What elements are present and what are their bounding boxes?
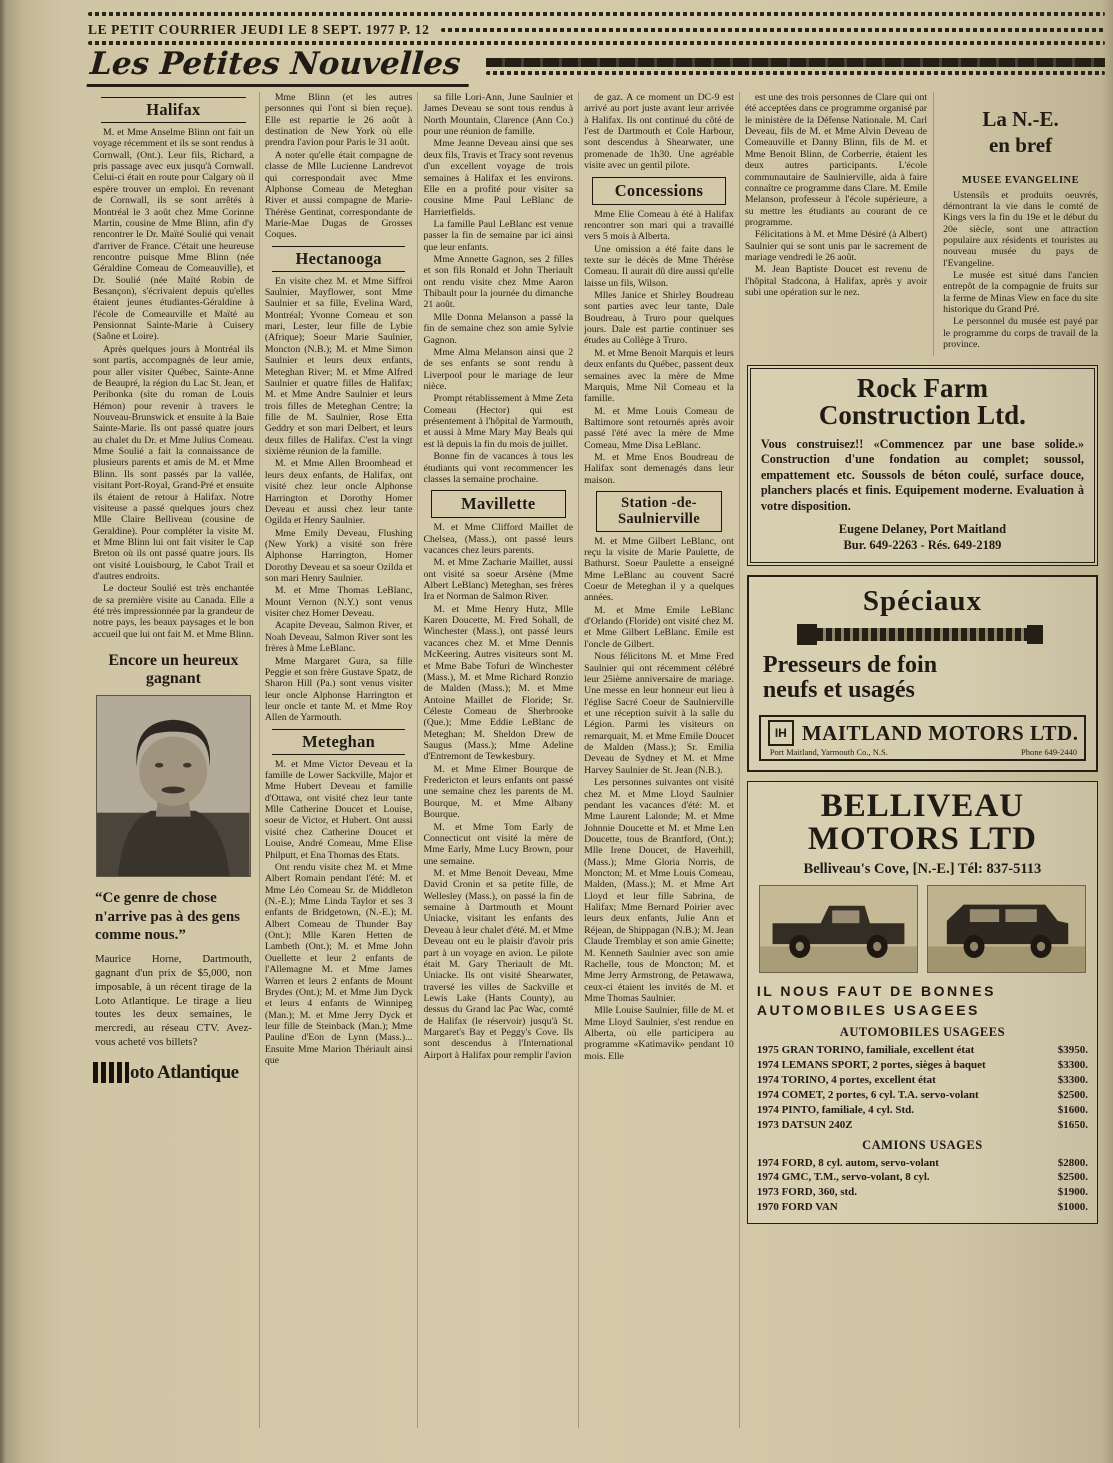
paragraph: Mme Margaret Gura, sa fille Peggie et son frère Gustave Spatz, de Sharon Hill (Pa.) sont venus visiter leur oncle Alphonse Harrington et leur oncle et tante M. et Mme Roy Allen de Yarmouth. xyxy=(264,655,413,724)
paragraph: Ont rendu visite chez M. et Mme Albert Romain pendant l'été: M. et Mme Léo Comeau Sr. de Middleton (N.-E.); Mme Linda Taylor et ses 3 enfants de Bridgetown, (N.-E.); M. Albert Comeau de Thunder Bay (Ont.); Mlle Karen Hetten de Lambeth (Ont.); M. et Mme John Ouellette et leur 2 enfants de l'Allemagne M. et Mme James Warren et leurs 2 enfants de Mount Brydes (Ont.); M. et Mme Jim Dyck et leurs 4 enfants de Winnipeg (Man.); M. et Mme Jerry Dyck et leur fille de Steinback (Man.); Mme Pauline d'Eon de Lynn (Mass.)... Ensuite Mme Marion Thériault ainsi que xyxy=(264,861,413,1067)
concessions-heading: Concessions xyxy=(592,177,727,205)
paragraph: Nous félicitons M. et Mme Fred Saulnier qui ont récemment célébré leur 25ième anniversaire de mariage. Une messe en leur honneur eut lieu à l'église Sacré Coeur de Saulnierville et une réception suivit à la salle du Légion. Parmi les visiteurs on remarquait, M. et Mme Emile Doucet de Malden (Mass.); Sr. Emilia Deveau de Sydney et M. et Mme Harvey Saulnier de St. Jean (N.B.). xyxy=(584,651,734,776)
vehicle-row xyxy=(757,1171,1088,1184)
pickup-truck-illustration xyxy=(760,886,917,972)
belliveau-slogan: IL NOUS FAUT DE BONNES AUTOMOBILES USAGEES xyxy=(756,983,996,1018)
paragraph: de gaz. A ce moment un DC-9 est arrivé au port juste avant leur arrivée à Halifax. Ils ont continué du côté de l'est de Dartmouth et Cole Harbour, sont descendus à Shearwater, une promenade de 1h30. Une agréable visite avec un gentil pilote. xyxy=(584,92,734,172)
speciaux-ad xyxy=(747,575,1098,773)
loto-bars-icon xyxy=(93,1062,129,1083)
mavillette-text xyxy=(423,522,573,1061)
loto-logo-text: oto Atlantique xyxy=(130,1061,239,1083)
paragraph: Bonne fin de vacances à tous les étudiants qui vont recommencer les classes la semaine prochaine. xyxy=(423,451,574,485)
top-border-decoration xyxy=(88,12,1105,16)
la-ne-text xyxy=(943,190,1098,351)
rock-farm-title-line2: Construction Ltd. xyxy=(818,400,1026,431)
paragraph: M. et Mme Thomas LeBlanc, Mount Vernon (N.Y.) sont venus visiter chez Homer Deveau. xyxy=(264,585,413,620)
vehicle-price: $3300. xyxy=(1057,1073,1088,1086)
dark-band-decoration xyxy=(486,58,1105,67)
maitland-logo-icon: IH xyxy=(768,720,794,746)
vehicle-price: $3300. xyxy=(1057,1058,1088,1071)
station-saulnierville-text xyxy=(584,536,734,1063)
maitland-motors-row xyxy=(768,720,1077,746)
paragraph: Mme Jeanne Deveau ainsi que ses deux fils, Travis et Tracy sont revenus d'un excellent voyage de trois semaines à Halifax et les environs. Elle en a profité pour visiter sa cousine Mme Paul LeBlanc de Harrietfields. xyxy=(423,138,574,218)
la-ne-title xyxy=(943,106,1098,159)
paragraph: Mme Annette Gagnon, ses 2 filles et son fils Ronald et John Theriault ont rendu visite chez Mme Aaron Thibault pour la journée du dimanche 21 août. xyxy=(423,254,574,311)
belliveau-title xyxy=(757,790,1088,856)
pickup-truck-photo xyxy=(759,885,918,973)
paragraph: Mlle Louise Saulnier, fille de M. et Mme Lloyd Saulnier, s'est rendue en Alberta, où elle participera au programme «Katimavik» pendant 10 mois. Elle xyxy=(584,1005,734,1062)
masthead-rule-decoration xyxy=(441,28,1105,32)
halifax-text xyxy=(93,127,254,640)
paragraph: Mme Elie Comeau à été à Halifax rencontrer son mari qui a travaillé vers 5 mois à Alberta. xyxy=(584,208,734,243)
vehicle-description: 1974 GMC, T.M., servo-volant, 8 cyl. xyxy=(756,1171,930,1184)
paragraph: M. Jean Baptiste Doucet est revenu de l'hôpital Stadcona, à Halifax, après y avoir subi une opération sur le nez. xyxy=(744,264,928,299)
section-header xyxy=(88,46,1105,87)
paragraph: Après quelques jours à Montréal ils sont partis, accompagnés de leur amie, pour aller visiter Québec, Sainte-Anne de Beaupré, la région du Lac St. Jean, et Peribonka (site du roman de Louis Hémon) pour revenir à travers le Nouveau-Brunswick et ensuite à la Baie Sainte-Marie. Ils ont passé quatre jours au chalet du Dr. et Mme Julius Comeau. Mme Soulié a fait la connaissance de plusieurs parents et amis de M. et Mme Blinn. Ils sont passés par la vallée, visitant Port-Royal, Grand-Pré et ensuite ils étaient de retour à Halifax. Notre visiteuse a passé quelques jours chez Mlle Claire Belliveau (cousine de Geraldine). Pour compléter la visite M. et Mme Blinn lui ont fait visiter le Cap Breton où ils ont passé quatre jours. Ils ont visité Louisbourg, le Cabot Trail et d'autres endroits. xyxy=(93,343,254,583)
columns-container xyxy=(88,92,1105,1428)
used-trucks-list xyxy=(757,1157,1088,1215)
mavillette-continuation-text xyxy=(584,92,734,172)
paragraph: Félicitations à M. et Mme Désiré (à Albert) Saulnier qui se sont unis par le sacrement de mariage vendredi le 26 août. xyxy=(744,229,928,264)
rock-farm-title-line1: Rock Farm xyxy=(856,372,989,403)
concessions-text xyxy=(584,209,734,487)
newspaper-page xyxy=(88,12,1105,1457)
vehicle-row xyxy=(757,1044,1088,1057)
paragraph: M. et Mme Emile LeBlanc d'Orlando (Floride) ont visité chez M. et Mme Gilbert LeBlanc. Emile est l'oncle de Gilbert. xyxy=(584,604,734,650)
winner-photo xyxy=(96,695,250,877)
paragraph: Mme Blinn (et les autres personnes qui l'ont si bien reçue). Elle est repartie le 26 août à destination de New York où elle prendra l'avion pour Paris le 31 août. xyxy=(264,92,413,149)
paragraph: M. et Mme Enos Boudreau de Halifax sont demenagés dans leur maison. xyxy=(584,452,734,486)
rock-farm-body: Vous construisez!! «Commencez par une base solide.» Construction d'une fondation au complet; soussol, empattement etc. Soussols de béton coulé, surface douce, planchers placés et finis. Equipement moderne. Evaluation à votre disposition. xyxy=(760,436,1084,513)
paragraph: M. et Mme Louis Comeau de Baltimore sont retournés après avoir passé l'été avec la mère de Mme Comeau, Mme Disa LeBlanc. xyxy=(584,405,734,451)
used-cars-list xyxy=(757,1044,1088,1132)
autos-usagees-header: AUTOMOBILES USAGEES xyxy=(839,1024,1006,1039)
vehicle-price: $1000. xyxy=(1057,1201,1088,1214)
vehicle-description: 1970 FORD VAN xyxy=(756,1201,838,1214)
mavillette-heading: Mavillette xyxy=(431,490,566,518)
rock-farm-contact xyxy=(761,521,1084,554)
vehicle-price: $1650. xyxy=(1057,1118,1088,1131)
winner-story: Maurice Horne, Dartmouth, gagnant d'un prix de $5,000, non imposable, à un récent tirage de la Loto Atlantique. Le tirage a lieu toutes les deux semaines, le mercredi, au réseau CTV. Avez-vous acheté vos billets? xyxy=(95,953,252,1049)
maitland-motors-box xyxy=(759,715,1086,761)
vehicle-description: 1975 GRAN TORINO, familiale, excellent état xyxy=(756,1043,975,1056)
loto-atlantique-logo xyxy=(93,1062,254,1084)
vehicle-price: $1900. xyxy=(1057,1186,1088,1199)
vehicle-row xyxy=(757,1074,1088,1087)
belliveau-title-line1: BELLIVEAU xyxy=(820,788,1025,825)
masthead-row xyxy=(88,22,1105,38)
vehicle-description: 1974 LEMANS SPORT, 2 portes, sièges à baquet xyxy=(756,1058,986,1071)
paragraph: Mme Emily Deveau, Flushing (New York) a visité son frère Alphonse Harrington, Homer Dorothy Deveau et sa soeur Ozilda et son mari Henry Saulnier. xyxy=(264,527,413,585)
speciaux-line1: Presseurs de foin xyxy=(762,651,938,678)
la-ne-title-line1: La N.-E. xyxy=(982,107,1059,131)
portrait-illustration xyxy=(97,696,249,876)
paragraph: M. et Mme Clifford Maillet de Chelsea, (Mass.), ont passé leurs vacances chez leurs parents. xyxy=(423,522,574,556)
rock-farm-contact-phones: Bur. 649-2263 - Rés. 649-2189 xyxy=(843,538,1002,553)
rock-farm-ad xyxy=(747,365,1098,566)
belliveau-photos xyxy=(757,885,1088,973)
vehicle-description: 1973 FORD, 360, std. xyxy=(756,1186,858,1199)
right-region xyxy=(739,92,1105,1428)
paragraph: En visite chez M. et Mme Siffroi Saulnier, Mayflower, sont Mme Saulnier et sa fille, Evelina Ward, Montréal; Yvonne Comeau et son mari, Lester, leur fille de Lybie (Afrique); Soeur Marie Saulnier, Moncton (N.B.); M. et Mme Simon Saulnier et leurs deux enfants, Meteghan River; M. et Mme Alfred Saulnier et quatre filles de Halifax; M. et Mme Andre Saulnier et leurs trois filles de Meteghan Centre; la fille de M. Saulnier, Rose Etta Geddry et son mari Delbert, et leurs deux filles de Halifax. C'est la vingt sixième réunion de la famille. xyxy=(264,275,413,458)
winner-quote: “Ce genre de chose n'arrive pas à des gens comme nous.” xyxy=(95,889,241,944)
maitland-phone: Phone 649-2440 xyxy=(1021,747,1077,758)
rock-farm-title xyxy=(761,372,1084,431)
paragraph: M. et Mme Benoit Marquis et leurs deux enfants du Québec, passent deux semaines avec la mère de Mme Marquis, Mme Nil Comeau et la famille. xyxy=(584,347,734,405)
camions-usages-header: CAMIONS USAGES xyxy=(862,1137,983,1152)
paragraph: Le musée est situé dans l'ancien entrepôt de la compagnie de fruits sur la ferme de Minas View en face du site historique du Grand Pré. xyxy=(943,270,1098,316)
vehicle-description: 1974 COMET, 2 portes, 6 cyl. T.A. servo-volant xyxy=(756,1088,979,1101)
paragraph: Le docteur Soulié est très enchantée de sa première visite au Canada. Elle a été très impressionnée par la grandeur de notre pays, les beaux paysages et le bon accueil que lui ont fait M. et Mme Blinn. xyxy=(93,583,254,640)
paragraph: sa fille Lori-Ann, June Saulnier et James Deveau se sont tous rendus à North Mountain, Clarence (Ann Co.) pour une réunion de famille. xyxy=(423,92,574,138)
belliveau-motors-ad xyxy=(747,781,1098,1224)
musee-evangeline-subhead: MUSEE EVANGELINE xyxy=(961,174,1080,186)
headline-decoration xyxy=(486,58,1105,87)
paragraph: Mlle Donna Melanson a passé la fin de semaine chez son amie Sylvie Gagnon. xyxy=(423,311,574,346)
paragraph: A noter qu'elle était compagne de classe de Mlle Lucienne Landrevot qui correspondait avec Mme Alphonse Comeau de Meteghan River et aussi compagne de Marie-Thérèse Gentinat, correspondante de Marie-Mae Dugas de Grosses Coques. xyxy=(264,149,413,241)
under-masthead-decoration xyxy=(88,41,1105,45)
paragraph: M. et Mme Elmer Bourque de Fredericton et leurs enfants ont passé une semaine chez les parents de M. Bourque, M. et Mme Albany Bourque. xyxy=(423,763,574,821)
paragraph: Une omission a été faite dans le texte sur le décès de Mme Thérèse Comeau. Il aurait dû dire aussi qu'elle laisse un fils, Wilson. xyxy=(584,243,734,289)
la-ne-en-bref-column xyxy=(933,92,1100,356)
paragraph: M. et Mme Allen Broomhead et leurs deux enfants, de Halifax, ont visité chez leur oncle Alphonse Harrington et Dorothy Homer Deveau et aussi chez leur tante Ogilda et Henry Saulnier. xyxy=(264,458,413,527)
paragraph: M. et Mme Victor Deveau et la famille de Lower Sackville, Major et Mme Hubert Deveau et famille d'Ottawa, ont visité chez leur tante Mlle Catherine Doucet et Louise, soeur de Victor, et Hubert. Ont aussi visité chez Catherine Doucet et Louise, André Comeau, Mme Elise Philputt, et Ena Thomas des Etats. xyxy=(264,758,413,861)
la-ne-title-line2: en bref xyxy=(988,133,1053,158)
maitland-address: Port Maitland, Yarmouth Co., N.S. xyxy=(769,747,888,758)
vehicle-price: $2800. xyxy=(1057,1156,1088,1169)
maitland-motors-details xyxy=(768,747,1077,757)
vehicle-description: 1974 TORINO, 4 portes, excellent état xyxy=(756,1073,936,1086)
page-title: Les Petites Nouvelles xyxy=(87,46,472,87)
vehicle-row xyxy=(757,1089,1088,1102)
vehicle-description: 1973 DATSUN 240Z xyxy=(756,1118,853,1131)
paragraph: Ustensils et produits oeuvrés, démontrant la vie dans le comté de Kings vers la fin du 19e et le début du 20e siècle, sont une attraction populaire aux résidents et touristes au nouveau musée du pays de l'Evangeline. xyxy=(943,189,1098,269)
paragraph: M. et Mme Henry Hutz, Mlle Karen Doucette, M. Fred Sohall, de Winchester (Mass.), ont passé leurs vacances chez M. et Mme Dennis McKeering. Autres visiteurs sont M. et Mme Babe Tofuri de Winchester (Mass.), M. et Mme Richard Ronzio de Malden (Mass.); M. et Mme Antoine Maillet de Floride; Sr. Céleste Comeau de Sherbrooke (Que.); Mme Eddie LeBlanc de Meteghan; M. Sheldon Drew de Saugus (Mass.); Mme Adeline d'Entremont de Tewkesbury. xyxy=(423,603,574,763)
vehicle-price: $3950. xyxy=(1057,1043,1088,1056)
belliveau-title-line2: MOTORS LTD xyxy=(807,821,1037,858)
paragraph: M. et Mme Gilbert LeBlanc, ont reçu la visite de Marie Paulette, de Bathurst. Soeur Paulette a enseigné Mme LeBlanc au couvent Sacré Coeur de Meteghan il y a quelques années. xyxy=(584,535,734,604)
vehicle-row xyxy=(757,1201,1088,1214)
paragraph: Prompt rétablissement à Mme Zeta Comeau (Hector) qui est présentement à l'hôpital de Yarmouth, et aussi à Mme Mary May Beals qui est là depuis la fin du mois de juillet. xyxy=(423,393,574,450)
vehicle-row xyxy=(757,1186,1088,1199)
paragraph: M. et Mme Zacharie Maillet, aussi ont visité sa soeur Arsène (Mme Albert LeBlanc) Meteghan, ses frères Ira et Norman de Salmon River. xyxy=(423,557,574,603)
suv-truck-photo xyxy=(927,885,1086,973)
speciaux-title: Spéciaux xyxy=(862,584,982,617)
belliveau-address: Belliveau's Cove, [N.-E.] Tél: 837-5113 xyxy=(803,861,1042,878)
hectanooga-heading: Hectanooga xyxy=(272,246,405,272)
paragraph: est une des trois personnes de Clare qui ont été acceptées dans ce programme organisé par le ministère de la Défense Nationale. M. Carl Deveau, fils de M. et Mme Alvin Deveau de Comeauville et Danny Blinn, fils de M. et Mme Benoit Blinn, de Corberrie, étaient les deux autres participants. L'école communautaire de Saulnierville, aida à faire connaître ce programme dans Clare. M. Emile Melanson, professeur à l'école supérieure, a su mettre les étudiants au courant de ce programme. xyxy=(744,92,928,228)
hectanooga-text xyxy=(265,276,413,724)
maitland-motors-name: MAITLAND MOTORS LTD. xyxy=(801,720,1079,745)
vehicle-price: $2500. xyxy=(1057,1171,1088,1184)
vehicle-row xyxy=(757,1104,1088,1117)
winner-heading: Encore un heureux gagnant xyxy=(108,652,239,688)
halifax-heading: Halifax xyxy=(101,97,246,123)
vehicle-row xyxy=(757,1119,1088,1132)
vehicle-price: $2500. xyxy=(1057,1088,1088,1101)
column-mavillette xyxy=(417,92,578,1428)
paragraph: M. et Mme Anselme Blinn ont fait un voyage récemment et ils se sont rendus à Cornwall, (Ont.). Leur fils, Richard, a pris passage avec eux jusqu'à Cornwall. Celui-ci était en route pour Calgary où il espère trouver un emploi. En revenant de Cornwall, ils se sont arrêtés à Montréal le 3 août chez Mme Corinne Martin, cousine de Mme Blinn, afin d'y rencontrer le Dr. Maïté Soulié qui venait d'arriver de France. C'était une heureuse rencontre puisque Mme Blinn (née Géraldine Comeau de Comeauville), et Dr. Soulié (née Maïté Robin de Besançon), s'écrivaient depuis qu'elles étaient jeunes étudiantes-Géraldine à l'école de Comeauville et Maïté au Pensionnat Sainte-Marie à Cuisery (Saône et Loire). xyxy=(93,127,254,343)
paragraph: M. et Mme Tom Early de Connecticut ont visité la mère de Mme Early, Mme Lucy Brown, pour une semaine. xyxy=(423,821,574,867)
paragraph: Les personnes suivantes ont visité chez M. et Mme Lloyd Saulnier pendant les vacances d'été: M. et Mme Laurent Lalonde; M. et Mme Johnnie Doucette et M. et Mme Len Doucette, tous de Brantford, (Ont.); Mlle Irene Doucet, de Haverhill, (Mass.); Mme Gloria Norris, de Moncton; M. et Mme Louis Comeau, Malden, (Mass.); M. et Mme Art Lloyd et leur fille Sabrina, de Halifax; Mme Bernard Poirier avec leurs deux enfants, Julie Ann et Réjean, de Shippagan (N.B.); M. Jean Claude Tremblay et son amie Ginette; M. Kenneth Saulnier avec son amie Rachelle, tous de Moncton; M. et Mme Jerry Armstrong, de Petawawa, ceux-ci étaient les invités de M. et Mme Thomas Saulnier. xyxy=(584,777,734,1004)
paragraph: M. et Mme Benoit Deveau, Mme David Cronin et sa petite fille, de Wellesley (Mass.), on passé la fin de semaine à Dartmouth et Mount Uniacke, visitant les enfants des Deveau à leur chalet d'été. M. et Mme Deveau ont eu le plaisir d'avoir pris part à un voyage en avion. Le pilote était M. Gary Theriault de Mt. Uniacke. Ils ont visité Shearwater, traversé les villes de Sackville et Lewis Lake (Hants County), au dessus du Grand lac Pac Wac, comté de Halifax (le réservoir) jusqu'à St. Margaret's Bay et Peggy's Cove. Ils sont descendus à l'International Airport à Halifax pour remplir l'avion xyxy=(423,868,574,1061)
meteghan-text xyxy=(265,759,413,1067)
suv-truck-illustration xyxy=(928,886,1085,972)
paragraph: Le personnel du musée est payé par le programme du corps de travail de la province. xyxy=(943,316,1098,351)
paragraph: Acapite Deveau, Salmon River, et Noah Deveau, Salmon River sont les frères à Mme LeBlanc. xyxy=(264,620,413,655)
paragraph: La famille Paul LeBlanc est venue passer la fin de semaine par ici ainsi que leur enfants. xyxy=(423,218,574,253)
vehicle-row xyxy=(757,1157,1088,1170)
station-continuation-text xyxy=(745,92,927,298)
wave-decoration xyxy=(486,71,1105,75)
masthead: LE PETIT COURRIER JEUDI LE 8 SEPT. 1977 P. 12 xyxy=(88,22,430,37)
bolt-icon xyxy=(817,628,1027,641)
vehicle-description: 1974 FORD, 8 cyl. autom, servo-volant xyxy=(756,1156,939,1169)
paragraph: Mme Alma Melanson ainsi que 2 de ses enfants se sont rendu à Liverpool pour le mariage de leur nièce. xyxy=(423,346,574,392)
vehicle-row xyxy=(757,1059,1088,1072)
column-continuation xyxy=(745,92,933,299)
meteghan-continuation-text xyxy=(423,92,573,485)
paragraph: Mlles Janice et Shirley Boudreau sont parties avec leur tante, Dale Boudreau, à Truro pour quelques jours. Dale est partie continuer ses études au Collège à Truro. xyxy=(584,290,734,347)
station-saulnierville-heading: Station -de- Saulnierville xyxy=(596,491,722,531)
rock-farm-contact-name: Eugene Delaney, Port Maitland xyxy=(838,522,1007,537)
column-concessions xyxy=(578,92,739,1428)
column-hectanooga xyxy=(259,92,418,1428)
vehicle-description: 1974 PINTO, familiale, 4 cyl. Std. xyxy=(756,1103,914,1116)
halifax-continuation-text xyxy=(265,92,413,241)
speciaux-line2: neufs et usagés xyxy=(762,677,915,704)
meteghan-heading: Meteghan xyxy=(272,729,405,755)
right-top-row xyxy=(745,92,1100,356)
column-halifax xyxy=(88,92,259,1428)
vehicle-price: $1600. xyxy=(1057,1103,1088,1116)
